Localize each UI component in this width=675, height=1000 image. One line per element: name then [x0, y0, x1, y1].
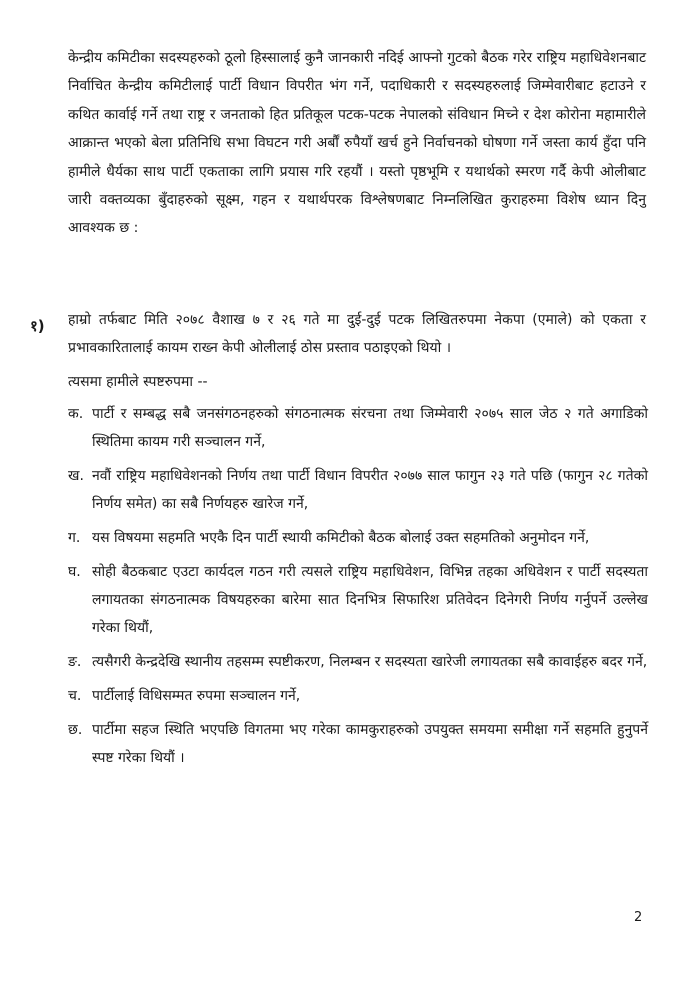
point-body: हाम्रो तर्फबाट मिति २०७८ वैशाख ७ र २६ गते मा दुई-दुई पटक लिखितरुपमा नेकपा (एमाले) को एकता र प्रभावकारितालाई कायम राख्न केपी ओलीलाई ठोस प्रस्ताव पठाइएको थियो । — [68, 312, 646, 356]
list-item-text: यस विषयमा सहमति भएकै दिन पार्टी स्थायी कमिटीको बैठक बोलाई उक्त सहमतिको अनुमोदन गर्ने, — [92, 530, 590, 546]
sub-item-list — [68, 400, 648, 778]
list-item — [68, 716, 648, 772]
intro-paragraph: केन्द्रीय कमिटीका सदस्यहरुको ठूलो हिस्सालाई कुनै जानकारी नदिई आफ्नो गुटको बैठक गरेर राष्ट्रिय महाधिवेशनबाट निर्वाचित केन्द्रीय कमिटीलाई पार्टी विधान विपरीत भंग गर्ने, पदाधिकारी र सदस्यहरुलाई जिम्मेवारीबाट हटाउने र कथित कार्वाई गर्ने तथा राष्ट्र र जनताको हित प्रतिकूल पटक-पटक नेपालको संविधान मिच्ने र देश कोरोना महामारीले आक्रान्त भएको बेला प्रतिनिधि सभा विघटन गरी अर्बौं रुपैयाँ खर्च हुने निर्वाचनको घोषणा गर्ने जस्ता कार्य हुँदा पनि हामीले धैर्यका साथ पार्टी एकताका लागि प्रयास गरि रहयौं । यस्तो पृष्ठभूमि र यथार्थको स्मरण गर्दै केपी ओलीबाट जारी वक्तव्यका बुँदाहरुको सूक्ष्म, गहन र यथार्थपरक विश्लेषणबाट निम्नलिखित कुराहरुमा विशेष ध्यान दिनु आवश्यक छ : — [68, 50, 646, 237]
list-item — [68, 524, 648, 552]
list-item — [68, 462, 648, 518]
list-item-marker: क. — [68, 406, 84, 422]
list-item-text: पार्टी र सम्बद्ध सबै जनसंगठनहरुको संगठनात्मक संरचना तथा जिम्मेवारी २०७५ साल जेठ २ गते अगाडिको स्थितिमा कायम गरी सञ्चालन गर्ने, — [92, 406, 648, 450]
list-item — [68, 400, 648, 456]
list-item — [68, 558, 648, 642]
list-item-marker: ङ. — [68, 654, 82, 670]
list-item — [68, 682, 648, 710]
list-item-text: त्यसैगरी केन्द्रदेखि स्थानीय तहसम्म स्पष्टीकरण, निलम्बन र सदस्यता खारेजी लगायतका सबै कावाईहरु बदर गर्ने, — [92, 654, 648, 670]
point-lead-text: त्यसमा हामीले स्पष्टरुपमा -- — [68, 374, 208, 390]
point-number: १) — [30, 317, 45, 335]
list-item-marker: छ. — [68, 722, 83, 738]
list-item-marker: च. — [68, 688, 82, 704]
list-item-text: पार्टीलाई विधिसम्मत रुपमा सञ्चालन गर्ने, — [92, 688, 301, 704]
list-item-marker: घ. — [68, 564, 81, 580]
page-number: 2 — [634, 910, 643, 925]
list-item-marker: ग. — [68, 530, 81, 546]
list-item — [68, 648, 648, 676]
list-item-text: सोही बैठकबाट एउटा कार्यदल गठन गरी त्यसले राष्ट्रिय महाधिवेशन, विभिन्न तहका अधिवेशन र पार्टी सदस्यता लगायतका संगठनात्मक विषयहरुका बारेमा सात दिनभित्र सिफारिश प्रतिवेदन दिनेगरी निर्णय गर्नुपर्ने उल्लेख गरेका थियौं, — [92, 564, 648, 636]
list-item-marker: ख. — [68, 468, 84, 484]
list-item-text: नवौं राष्ट्रिय महाधिवेशनको निर्णय तथा पार्टी विधान विपरीत २०७७ साल फागुन २३ गते पछि (फागुन २८ गतेको निर्णय समेत) का सबै निर्णयहरु खारेज गर्ने, — [92, 468, 648, 512]
list-item-text: पार्टीमा सहज स्थिति भएपछि विगतमा भए गरेका कामकुराहरुको उपयुक्त समयमा समीक्षा गर्ने सहमति हुनुपर्ने स्पष्ट गरेका थियौं । — [92, 722, 648, 766]
